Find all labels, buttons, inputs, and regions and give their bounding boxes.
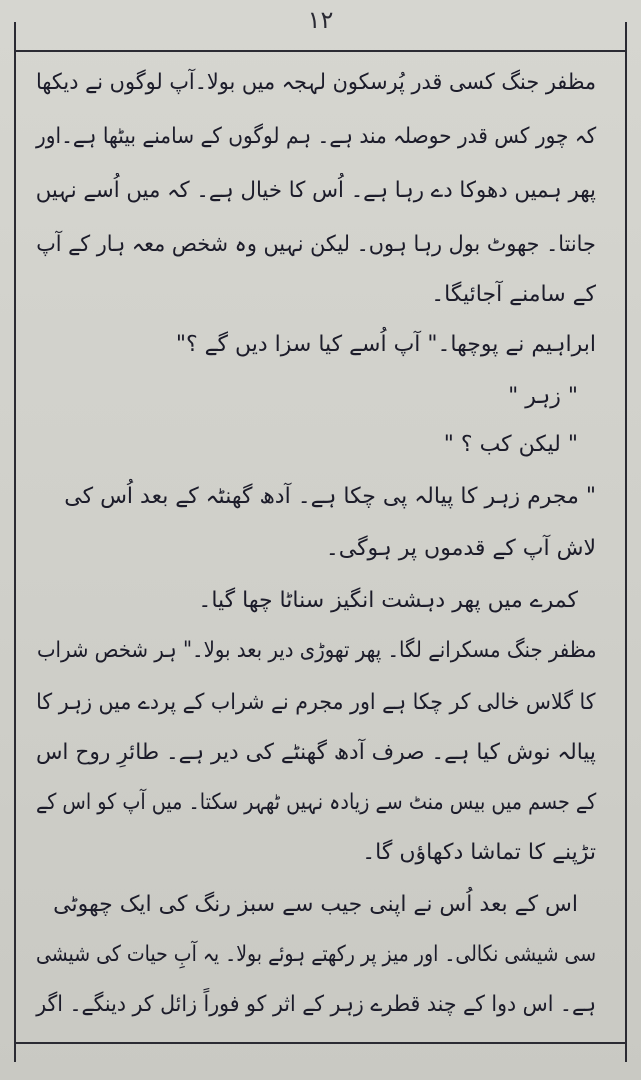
text-line: ہے۔ اس دوا کے چند قطرے زہر کے اثر کو فوراً زائل کر دینگے۔ اگر [36,992,596,1017]
text-line: اس کے بعد اُس نے اپنی جیب سے سبز رنگ کی ایک چھوٹی [53,892,578,917]
text-line: لاش آپ کے قدموں پر ہوگی۔ [325,536,596,561]
text-line: " مجرم زہر کا پیالہ پی چکا ہے۔ آدھ گھنٹہ کے بعد اُس کی [64,484,596,509]
frame-bottom-rule [14,1042,626,1044]
text-line: " لیکن کب ؟ " [443,432,578,457]
frame-left-rule [14,22,16,1062]
text-line: جانتا۔ جھوٹ بول رہا ہوں۔ لیکن نہیں وہ شخص معہ ہار کے آپ [36,232,596,257]
text-line: کہ چور کس قدر حوصلہ مند ہے۔ ہم لوگوں کے سامنے بیٹھا ہے۔اور [35,124,596,149]
text-line: مظفر جنگ کسی قدر پُرسکون لہجہ میں بولا۔آپ لوگوں نے دیکھا [35,70,596,95]
text-line: " زہر " [508,384,578,409]
text-line: کا گلاس خالی کر چکا ہے اور مجرم نے شراب کے پردے میں زہر کا [36,690,596,715]
page-number: ۱۲ [307,6,334,34]
frame-top-rule [14,50,626,52]
text-line: کے جسم میں بیس منٹ سے زیادہ نہیں ٹھہر سکتا۔ میں آپ کو اس کے [35,790,596,815]
text-line: کمرے میں پھر دہشت انگیز سناٹا چھا گیا۔ [198,588,578,613]
text-line: کے سامنے آجائیگا۔ [431,282,596,307]
text-line: مظفر جنگ مسکرانے لگا۔ پھر تھوڑی دیر بعد بولا۔" ہر شخص شراب [36,638,596,663]
text-line: پھر ہمیں دھوکا دے رہا ہے۔ اُس کا خیال ہے۔ کہ میں اُسے نہیں [35,178,596,203]
text-line: تڑپنے کا تماشا دکھاؤں گا۔ [362,840,596,865]
frame-right-rule [625,22,627,1062]
text-line: سی شیشی نکالی۔ اور میز پر رکھتے ہوئے بولا۔ یہ آبِ حیات کی شیشی [35,942,596,967]
text-line: پیالہ نوش کیا ہے۔ صرف آدھ گھنٹے کی دیر ہے۔ طائرِ روح اس [36,740,596,765]
text-line: ابراہیم نے پوچھا۔" آپ اُسے کیا سزا دیں گے ؟" [175,332,596,357]
